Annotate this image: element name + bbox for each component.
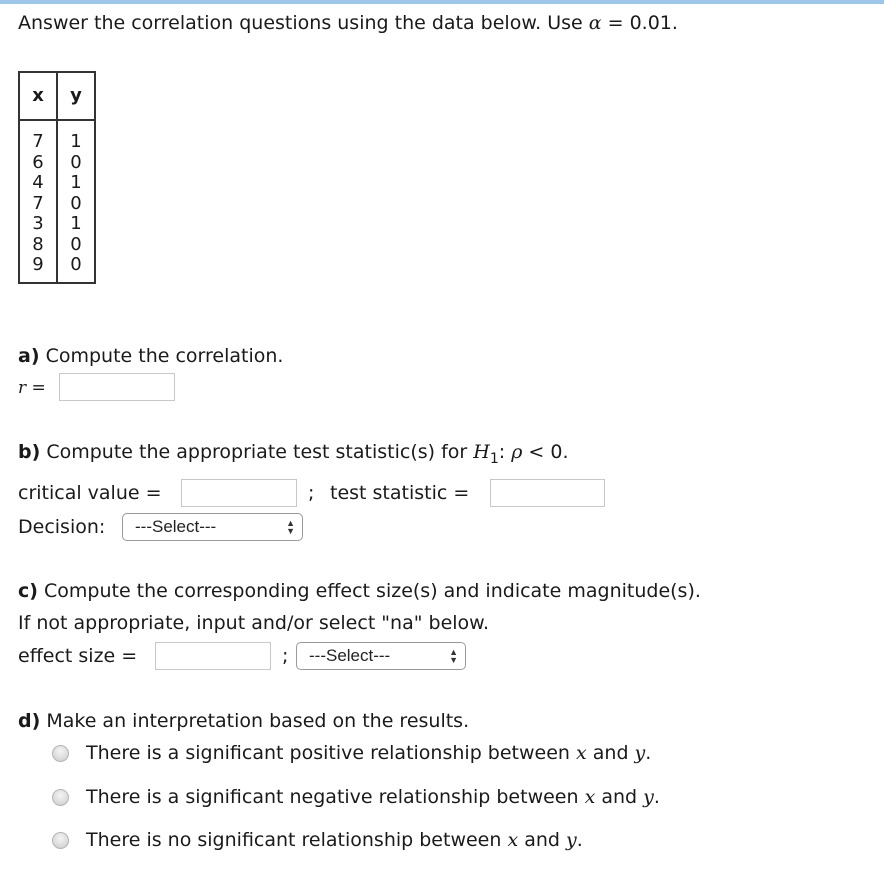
top-accent-bar (0, 0, 884, 4)
part-c-instruction: If not appropriate, input and/or select "na" below. (18, 612, 490, 634)
hypothesis-rest: < 0. (522, 441, 569, 463)
option-text: . (653, 786, 660, 808)
table-cell: 8 (19, 235, 57, 256)
option-text: and (595, 786, 644, 808)
part-a-text: Compute the correlation. (45, 345, 284, 367)
var-x: x (584, 786, 596, 808)
table-row (19, 214, 95, 235)
alpha-symbol: α (588, 12, 602, 34)
radio-positive[interactable] (52, 745, 69, 762)
table-row (19, 173, 95, 194)
option-none (86, 828, 583, 852)
correlation-input[interactable] (59, 373, 175, 401)
magnitude-select-value: ---Select--- (309, 646, 391, 665)
magnitude-select[interactable] (296, 642, 466, 670)
table-row (19, 153, 95, 174)
table-cell: 9 (19, 255, 57, 283)
hypothesis-colon: : (498, 441, 506, 463)
table-cell: 1 (57, 214, 95, 235)
column-header-x: x (19, 72, 57, 120)
hypothesis-subscript: 1 (489, 450, 499, 467)
instructions (18, 11, 678, 35)
part-a-label: a) (18, 345, 40, 367)
table-cell: 7 (19, 120, 57, 153)
select-arrows-icon: ▲ ▼ (286, 518, 295, 536)
var-x: x (507, 829, 519, 851)
part-a-heading (18, 344, 283, 368)
r-label (18, 377, 46, 399)
part-b-text: Compute the appropriate test statistic(s) for (46, 441, 468, 463)
option-text: . (645, 742, 652, 764)
radio-none[interactable] (52, 832, 69, 849)
table-cell: 0 (57, 153, 95, 174)
var-y: y (643, 786, 654, 808)
option-text: and (586, 742, 635, 764)
instructions-text: Answer the correlation questions using the data below. Use (18, 12, 583, 34)
table-cell: 1 (57, 173, 95, 194)
test-statistic-input[interactable] (490, 479, 605, 507)
table-cell: 7 (19, 194, 57, 215)
table-row (19, 120, 95, 153)
table-cell: 3 (19, 214, 57, 235)
part-d-text: Make an interpretation based on the results. (46, 710, 470, 732)
part-b-label: b) (18, 441, 41, 463)
effect-size-label: effect size = (18, 645, 138, 667)
part-c-text: Compute the corresponding effect size(s) and indicate magnitude(s). (44, 580, 701, 602)
table-row (19, 194, 95, 215)
part-c-heading (18, 579, 701, 603)
critical-value-input[interactable] (181, 479, 297, 507)
decision-label: Decision: (18, 516, 106, 538)
table-cell: 0 (57, 194, 95, 215)
part-d-heading (18, 709, 469, 733)
test-statistic-label: test statistic = (330, 482, 470, 504)
table-cell: 0 (57, 255, 95, 283)
radio-negative[interactable] (52, 789, 69, 806)
option-negative (86, 785, 660, 809)
select-arrows-icon: ▲ ▼ (449, 647, 458, 665)
alpha-value: = 0.01. (601, 12, 678, 34)
separator: ; (308, 482, 315, 504)
option-text: There is no significant relationship between (86, 829, 508, 851)
decision-select-value: ---Select--- (135, 517, 217, 536)
r-symbol: r (18, 378, 27, 398)
part-c-label: c) (18, 580, 38, 602)
table-row (19, 255, 95, 283)
option-text: and (518, 829, 566, 851)
table-header-row (19, 72, 95, 120)
data-table (18, 71, 96, 284)
option-text: . (576, 829, 583, 851)
part-d-label: d) (18, 710, 41, 732)
option-text: There is a significant positive relationship between (86, 742, 576, 764)
column-header-y: y (57, 72, 95, 120)
option-text: There is a significant negative relationship between (86, 786, 585, 808)
decision-select[interactable] (122, 513, 303, 541)
table-cell: 4 (19, 173, 57, 194)
effect-size-input[interactable] (155, 642, 271, 670)
separator: ; (282, 645, 289, 667)
hypothesis-rho: ρ (511, 441, 523, 463)
option-positive (86, 741, 651, 765)
var-y: y (566, 829, 577, 851)
var-y: y (634, 742, 646, 764)
part-b-heading (18, 440, 569, 471)
table-row (19, 235, 95, 256)
var-x: x (576, 742, 587, 764)
table-cell: 6 (19, 153, 57, 174)
hypothesis-h: H (473, 441, 490, 463)
table-cell: 1 (57, 120, 95, 153)
critical-value-label: critical value = (18, 482, 162, 504)
table-cell: 0 (57, 235, 95, 256)
r-equals: = (26, 378, 46, 398)
